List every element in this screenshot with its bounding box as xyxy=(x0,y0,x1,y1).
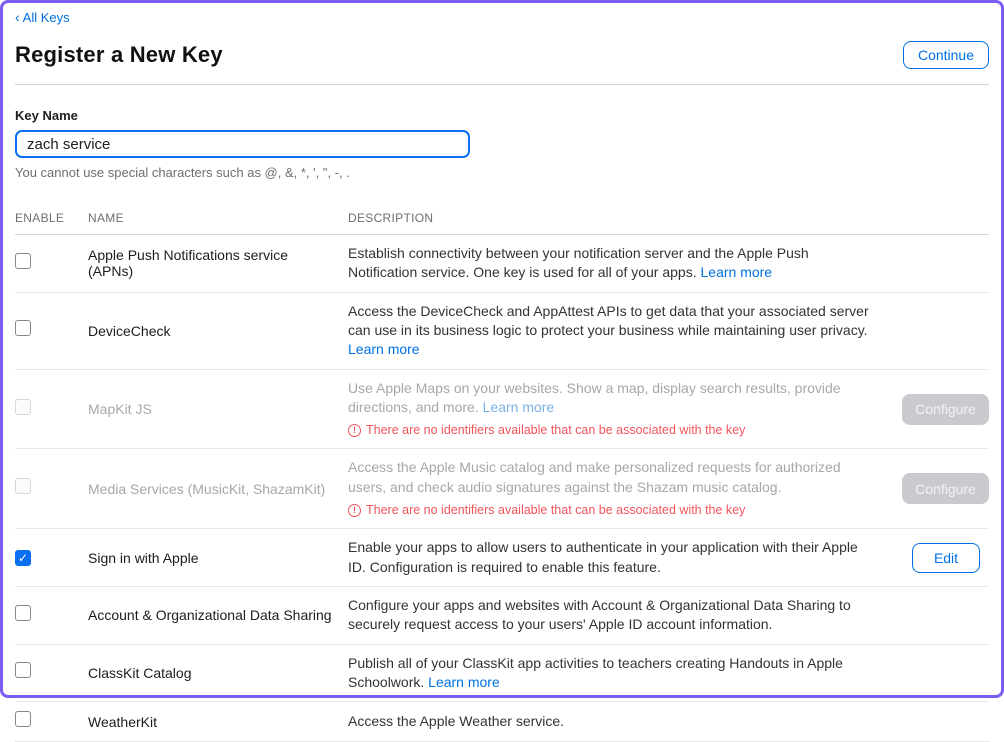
service-name: DeviceCheck xyxy=(88,322,171,339)
key-name-label: Key Name xyxy=(15,108,78,123)
service-description: Access the Apple Weather service. xyxy=(348,713,565,730)
checkbox-media-services xyxy=(15,478,31,494)
checkbox-classkit-catalog[interactable] xyxy=(15,662,31,678)
checkmark-icon: ✓ xyxy=(17,550,29,565)
table-header-row xyxy=(15,211,989,235)
service-name: Sign in with Apple xyxy=(88,549,199,566)
header-divider xyxy=(15,84,989,85)
column-header-name: NAME xyxy=(88,211,124,225)
column-header-description: DESCRIPTION xyxy=(348,211,434,225)
table-row-weatherkit xyxy=(15,702,989,742)
service-name: Account & Organizational Data Sharing xyxy=(88,607,332,624)
no-identifiers-error xyxy=(348,422,873,439)
service-description: Publish all of your ClassKit app activities to teachers creating Handouts in Apple Schoolwork. Learn more xyxy=(348,654,843,690)
back-link-all-keys[interactable] xyxy=(15,9,70,25)
service-name: WeatherKit xyxy=(88,713,157,730)
checkbox-mapkit-js xyxy=(15,399,31,415)
page-header xyxy=(15,41,989,69)
services-table xyxy=(15,211,989,742)
service-name: Apple Push Notifications service (APNs) xyxy=(88,247,288,280)
service-name: Media Services (MusicKit, ShazamKit) xyxy=(88,480,326,497)
error-message-text: There are no identifiers available that can be associated with the key xyxy=(366,423,746,438)
error-message-text: There are no identifiers available that can be associated with the key xyxy=(366,503,746,518)
back-link-label: All Keys xyxy=(22,10,70,25)
checkbox-weatherkit[interactable] xyxy=(15,711,31,727)
checkbox-account-data-sharing[interactable] xyxy=(15,605,31,621)
error-exclamation-icon: ! xyxy=(348,424,361,437)
learn-more-link: Learn more xyxy=(482,398,555,415)
service-description: Configure your apps and websites with Account & Organizational Data Sharing to securely request access to your users' Apple ID account information. xyxy=(348,596,851,633)
page-title: Register a New Key xyxy=(15,42,223,67)
service-description: Access the DeviceCheck and AppAttest APIs to get data that your associated server can use in its business logic to protect your business while maintaining user privacy. Learn more xyxy=(348,302,869,358)
key-name-helper-text: You cannot use special characters such as @, &, *, ', ", -, . xyxy=(15,165,350,180)
error-exclamation-icon: ! xyxy=(348,504,361,517)
service-description: Access the Apple Music catalog and make personalized requests for authorized users, and check audio signatures against the Shazam music catalog. ! There are no identifiers available that can be associated with the key xyxy=(348,458,885,519)
checkbox-sign-in-with-apple[interactable] xyxy=(15,550,31,566)
service-description: Enable your apps to allow users to authenticate in your application with their Apple ID. Configuration is required to enable this feature. xyxy=(348,539,858,575)
table-row-apns xyxy=(15,235,989,293)
chevron-left-icon: ‹ xyxy=(15,9,20,25)
checkbox-apns[interactable] xyxy=(15,253,31,269)
edit-button[interactable]: Edit xyxy=(912,543,980,573)
checkbox-devicecheck[interactable] xyxy=(15,320,31,336)
configure-button: Configure xyxy=(902,473,989,504)
learn-more-link[interactable]: Learn more xyxy=(700,264,773,281)
configure-button: Configure xyxy=(902,394,989,425)
table-row-mapkit-js xyxy=(15,370,989,450)
table-row-classkit-catalog xyxy=(15,645,989,703)
table-row-sign-in-with-apple xyxy=(15,529,989,587)
service-description: Use Apple Maps on your websites. Show a map, display search results, provide directions, and more. Learn more ! There are no identifiers available that can be associated with the key xyxy=(348,379,885,440)
table-row-media-services xyxy=(15,449,989,529)
page-content xyxy=(3,3,1001,742)
service-description: Establish connectivity between your notification server and the Apple Push Notification service. One key is used for all of your apps. Learn more xyxy=(348,245,809,281)
key-name-input[interactable] xyxy=(15,130,470,158)
table-row-account-data-sharing xyxy=(15,587,989,645)
table-row-devicecheck xyxy=(15,293,989,370)
service-name: ClassKit Catalog xyxy=(88,664,192,681)
column-header-enable: ENABLE xyxy=(15,211,65,225)
learn-more-link[interactable]: Learn more xyxy=(348,341,420,358)
learn-more-link[interactable]: Learn more xyxy=(428,673,500,690)
no-identifiers-error xyxy=(348,502,873,519)
continue-button[interactable]: Continue xyxy=(903,41,989,69)
service-name: MapKit JS xyxy=(88,401,152,417)
